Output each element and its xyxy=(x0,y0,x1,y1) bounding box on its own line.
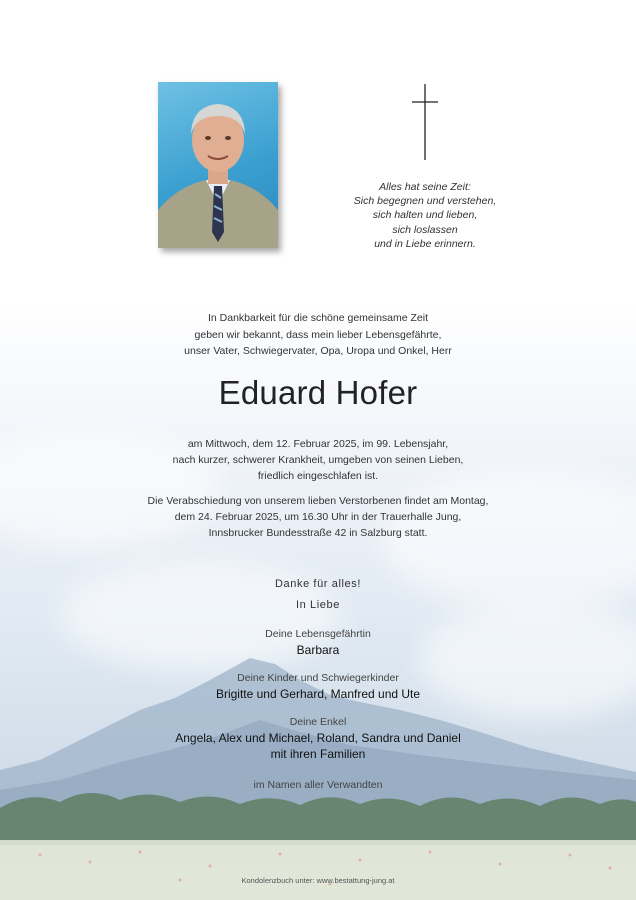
intro-line: unser Vater, Schwiegervater, Opa, Uropa und Onkel, Herr xyxy=(184,345,452,357)
relatives-line: im Namen aller Verwandten xyxy=(253,779,383,791)
mourner-names: Angela, Alex und Michael, Roland, Sandra und Daniel xyxy=(175,731,461,745)
poem-line: und in Liebe erinnern. xyxy=(374,237,476,250)
poem xyxy=(330,180,520,251)
death-notice-line: friedlich eingeschlafen ist. xyxy=(257,470,379,482)
mourner-group-partner xyxy=(0,627,636,658)
death-notice-line: nach kurzer, schwerer Krankheit, umgeben von seinen Lieben, xyxy=(172,454,464,466)
death-notice-line: am Mittwoch, dem 12. Februar 2025, im 99. Lebensjahr, xyxy=(187,438,449,450)
deceased-name: Eduard Hofer xyxy=(218,374,418,411)
mourner-group-children xyxy=(0,671,636,702)
farewell-line: dem 24. Februar 2025, um 16.30 Uhr in der Trauerhalle Jung, xyxy=(174,511,462,523)
death-notice xyxy=(0,436,636,484)
intro-line: geben wir bekannt, dass mein lieber Lebensgefährte, xyxy=(194,328,442,341)
mourner-role: Deine Enkel xyxy=(289,716,347,728)
mourner-role: Deine Lebensgefährtin xyxy=(265,628,371,640)
cross-icon xyxy=(409,82,441,162)
portrait-photo xyxy=(158,82,278,248)
in-liebe-line: In Liebe xyxy=(296,599,340,611)
poem-line: Alles hat seine Zeit: xyxy=(379,181,471,193)
poem-line: sich halten und lieben, xyxy=(372,209,478,222)
thanks-line: Danke für alles! xyxy=(274,578,362,590)
mourner-role: Deine Kinder und Schwiegerkinder xyxy=(237,672,399,684)
poem-line: Sich begegnen und verstehen, xyxy=(353,195,497,208)
farewell-line: Innsbrucker Bundesstraße 42 in Salzburg statt. xyxy=(208,527,428,539)
condolence-link[interactable]: Kondolenzbuch unter: www.bestattung-jung.at xyxy=(241,876,395,885)
portrait-image xyxy=(158,82,278,248)
farewell-line: Die Verabschiedung von unserem lieben Verstorbenen findet am Montag, xyxy=(147,495,489,507)
mourner-names: Brigitte und Gerhard, Manfred und Ute xyxy=(215,687,421,701)
mourner-group-grandchildren xyxy=(0,715,636,762)
mourner-names: Barbara xyxy=(296,643,340,657)
mourner-names: mit ihren Familien xyxy=(270,747,366,761)
intro-line: In Dankbarkeit für die schöne gemeinsame Zeit xyxy=(207,312,429,324)
poem-line: sich loslassen xyxy=(392,223,458,236)
farewell-notice xyxy=(0,493,636,541)
intro-text xyxy=(0,310,636,360)
